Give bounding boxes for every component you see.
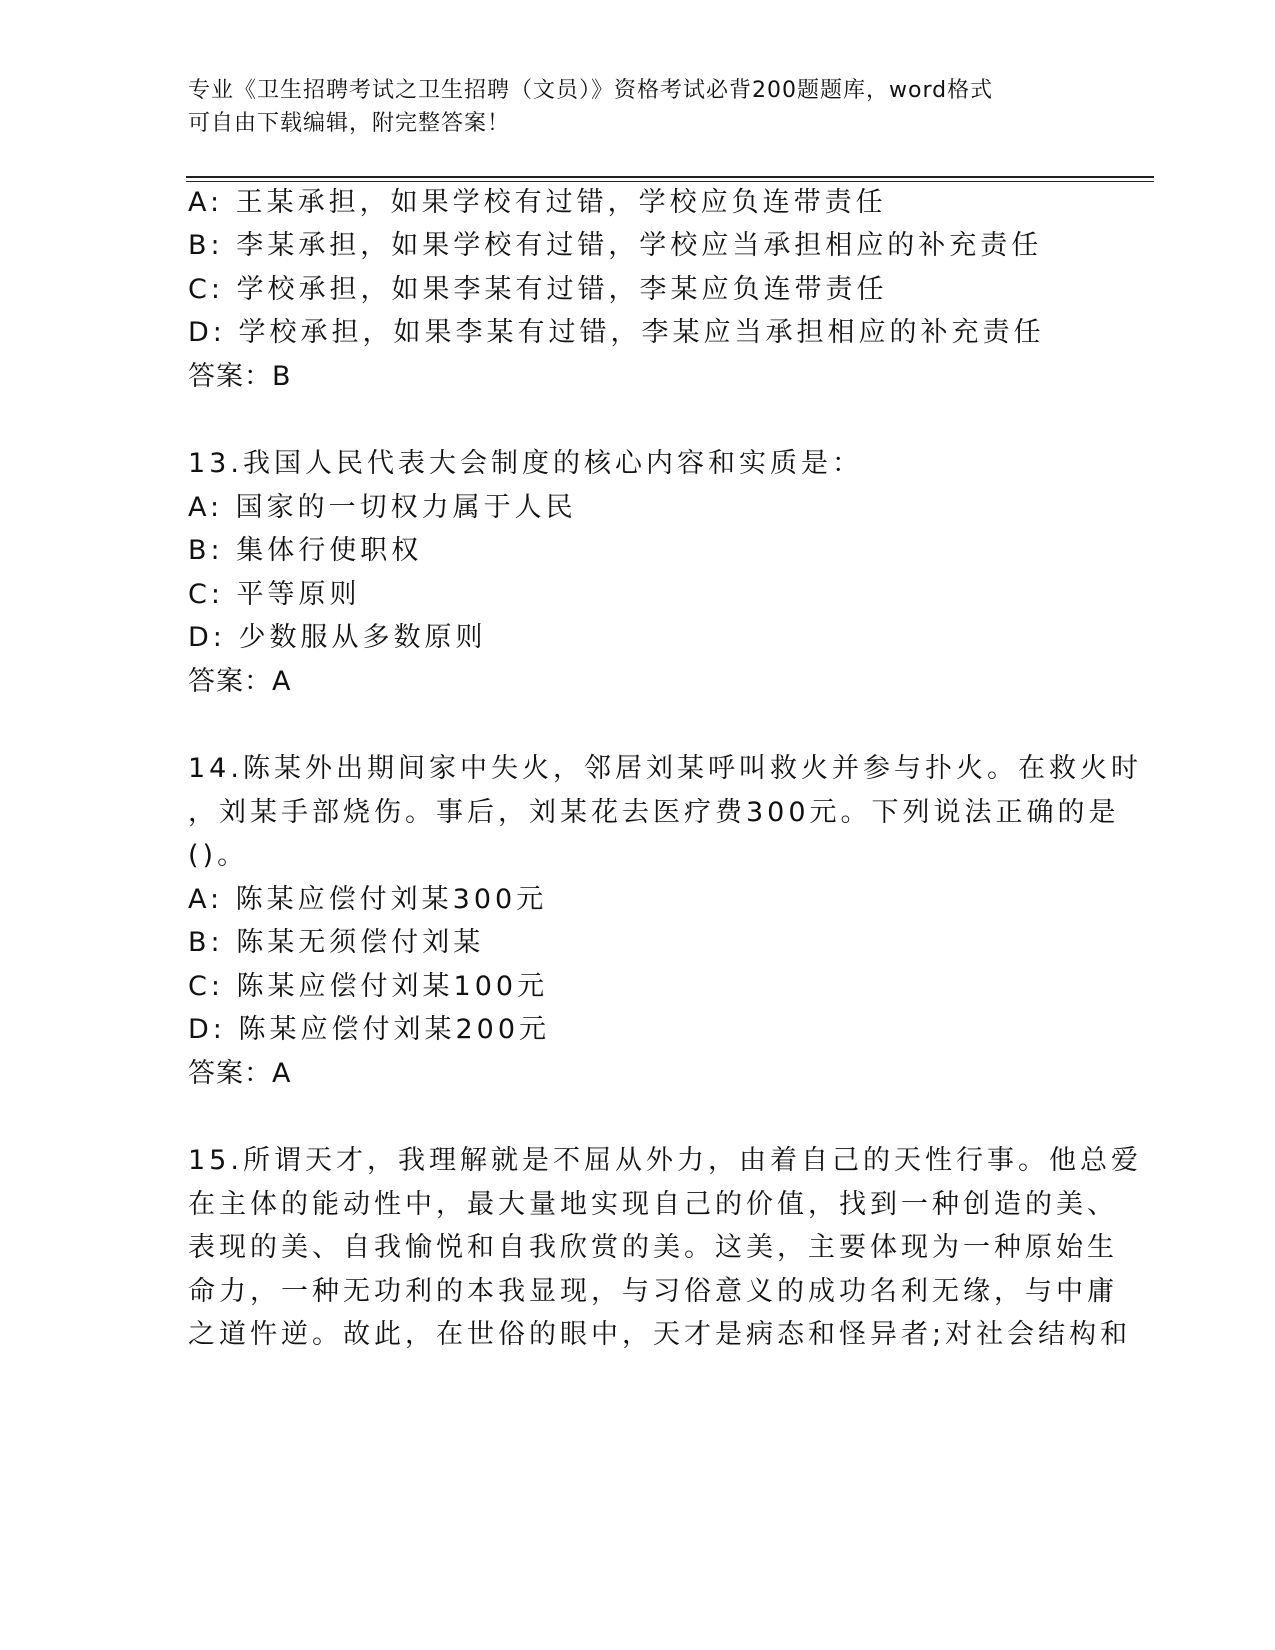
header-divider-thick (186, 176, 1154, 178)
header-title-line-1: 专业《卫生招聘考试之卫生招聘（文员）》资格考试必背200题题库，word格式 (188, 78, 994, 103)
q13-answer: 答案：A (188, 666, 292, 697)
q15-stem-line-2: 在主体的能动性中，最大量地实现自己的价值，找到一种创造的美、 (188, 1189, 1118, 1220)
header-divider-thin (186, 181, 1154, 182)
q12-option-a: A: 王某承担，如果学校有过错，学校应负连带责任 (188, 187, 887, 218)
q14-option-c: C: 陈某应偿付刘某100元 (188, 971, 549, 1002)
q15-stem-line-4: 命力，一种无功利的本我显现，与习俗意义的成功名利无缘，与中庸 (188, 1276, 1118, 1307)
q14-option-b: B: 陈某无须偿付刘某 (188, 927, 485, 958)
q12-option-b: B: 李某承担，如果学校有过错，学校应当承担相应的补充责任 (188, 230, 1043, 261)
q15-stem-line-3: 表现的美、自我愉悦和自我欣赏的美。这美，主要体现为一种原始生 (188, 1232, 1118, 1263)
q13-stem: 13.我国人民代表大会制度的核心内容和实质是： (188, 448, 863, 479)
q15-stem-line-1: 15.所谓天才，我理解就是不屈从外力，由着自己的天性行事。他总爱 (188, 1145, 1142, 1176)
header-title-line-2: 可自由下载编辑，附完整答案！ (188, 111, 511, 136)
q15-stem-line-5: 之道忤逆。故此，在世俗的眼中，天才是病态和怪异者;对社会结构和 (188, 1319, 1132, 1350)
q13-option-b: B: 集体行使职权 (188, 535, 423, 566)
q14-answer: 答案：A (188, 1058, 292, 1089)
q14-stem-line-2: ，刘某手部烧伤。事后，刘某花去医疗费300元。下列说法正确的是 (188, 797, 1120, 828)
q13-option-a: A: 国家的一切权力属于人民 (188, 492, 577, 523)
q12-answer: 答案：B (188, 361, 292, 392)
q14-stem-line-3: ()。 (188, 840, 249, 871)
q13-option-d: D: 少数服从多数原则 (188, 622, 487, 653)
q14-stem-line-1: 14.陈某外出期间家中失火，邻居刘某呼叫救火并参与扑火。在救火时 (188, 753, 1142, 784)
q12-option-c: C: 学校承担，如果李某有过错，李某应负连带责任 (188, 274, 888, 305)
q14-option-a: A: 陈某应偿付刘某300元 (188, 884, 548, 915)
q12-option-d: D: 学校承担，如果李某有过错，李某应当承担相应的补充责任 (188, 317, 1045, 348)
q13-option-c: C: 平等原则 (188, 579, 361, 610)
document-header (188, 74, 1088, 140)
q14-option-d: D: 陈某应偿付刘某200元 (188, 1014, 551, 1045)
